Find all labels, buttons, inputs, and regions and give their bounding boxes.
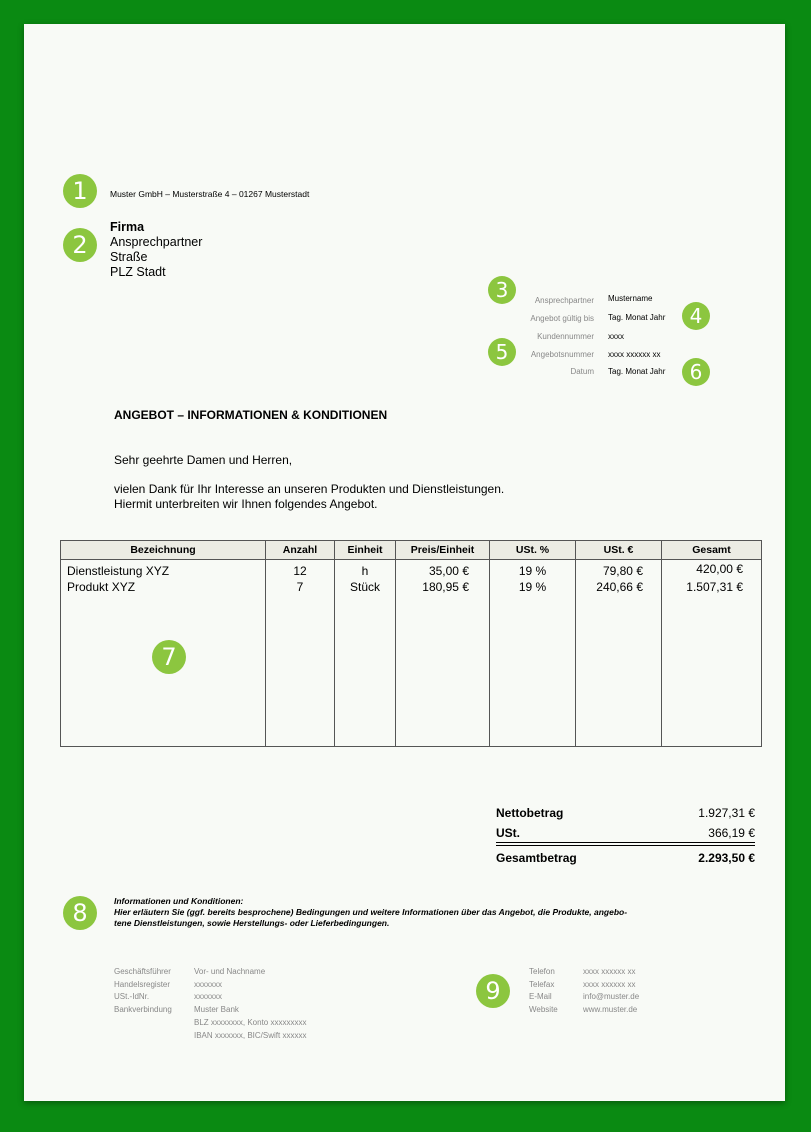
footer-value-vat-id: xxxxxxx — [194, 992, 222, 1002]
meta-label-valid-until: Angebot gültig bis — [530, 314, 594, 323]
marker-8-badge: 8 — [63, 896, 97, 930]
sender-line: Muster GmbH – Musterstraße 4 – 01267 Musterstadt — [110, 189, 310, 199]
document-page — [24, 24, 785, 1101]
totals-divider — [496, 842, 755, 846]
gross-total-label: Gesamtbetrag — [496, 851, 577, 865]
net-total-label: Nettobetrag — [496, 806, 564, 820]
meta-label-contact: Ansprechpartner — [534, 296, 594, 305]
footer-label-phone: Telefon — [529, 967, 555, 976]
marker-6-badge: 6 — [682, 358, 710, 386]
recipient-company: Firma — [110, 220, 145, 234]
cell-total: 420,00 € — [662, 560, 762, 579]
header-unit-price: Preis/Einheit — [396, 541, 490, 560]
footer-label-fax: Telefax — [529, 979, 555, 989]
meta-label-date: Datum — [570, 367, 594, 376]
meta-label-offer-number: Angebotsnummer — [530, 350, 594, 359]
meta-value-contact: Mustername — [608, 294, 653, 303]
totals-block — [496, 806, 755, 870]
cell-vat-percent: 19 % — [490, 560, 576, 579]
meta-value-offer-number: xxxx xxxxxx xx — [608, 350, 661, 359]
info-title: Informationen und Konditionen: — [114, 896, 244, 906]
info-line-2: tene Dienstleistungen, sowie Herstellungs- oder Lieferbedingungen. — [114, 918, 390, 928]
footer-value-iban: IBAN xxxxxxx, BIC/Swift xxxxxx — [194, 1030, 307, 1040]
vat-total-value: 366,19 € — [708, 826, 755, 840]
footer-label-bank: Bankverbindung — [114, 1005, 172, 1015]
cell-unit-price: 35,00 € — [396, 560, 490, 579]
cell-quantity: 7 — [266, 578, 335, 747]
footer-value-phone: xxxx xxxxxx xx — [583, 967, 636, 976]
recipient-contact: Ansprechpartner — [110, 235, 203, 249]
info-line-1: Hier erläutern Sie (ggf. bereits besprochene) Bedingungen und weitere Informationen über das Angebot, die Produkte, angebo- — [114, 907, 628, 917]
footer-contact-values — [583, 966, 639, 1017]
meta-label-customer-number: Kundennummer — [537, 332, 594, 341]
net-total-value: 1.927,31 € — [698, 806, 755, 820]
marker-9-badge: 9 — [476, 974, 510, 1008]
marker-2-badge: 2 — [63, 228, 97, 262]
footer-value-ceo: Vor- und Nachname — [194, 967, 266, 976]
header-vat-amount: USt. € — [576, 541, 662, 560]
cell-total: 1.507,31 € — [662, 578, 762, 747]
gross-total-value: 2.293,50 € — [698, 851, 755, 865]
footer-label-ceo: Geschäftsführer — [114, 967, 171, 976]
meta-value-customer-number: xxxx — [608, 332, 624, 341]
footer-company-labels — [114, 966, 172, 1017]
recipient-address — [110, 220, 202, 280]
footer-contact-labels — [529, 966, 558, 1017]
offer-meta — [424, 294, 594, 384]
cell-unit-price: 180,95 € — [396, 578, 490, 747]
offer-heading: ANGEBOT – INFORMATIONEN & KONDITIONEN — [114, 408, 388, 422]
cell-quantity: 12 — [266, 560, 335, 579]
header-vat-percent: USt. % — [490, 541, 576, 560]
cell-vat-percent: 19 % — [490, 578, 576, 747]
meta-value-valid-until: Tag. Monat Jahr — [608, 313, 666, 322]
cell-unit: Stück — [335, 578, 396, 747]
cell-unit: h — [335, 560, 396, 579]
marker-4-badge: 4 — [682, 302, 710, 330]
marker-1-badge: 1 — [63, 174, 97, 208]
footer-label-website: Website — [529, 1005, 558, 1015]
footer-value-fax: xxxx xxxxxx xx — [583, 979, 636, 989]
footer-company-values — [194, 966, 306, 1042]
salutation: Sehr geehrte Damen und Herren, — [114, 453, 293, 467]
meta-value-date: Tag. Monat Jahr — [608, 367, 666, 376]
table-row — [61, 578, 762, 747]
header-description: Bezeichnung — [61, 541, 266, 560]
cell-vat-amount: 79,80 € — [576, 560, 662, 579]
footer-label-vat-id: USt.-IdNr. — [114, 992, 150, 1002]
header-total: Gesamt — [662, 541, 762, 560]
table-row — [61, 560, 762, 579]
header-unit: Einheit — [335, 541, 396, 560]
offer-meta-values — [608, 294, 728, 384]
footer-value-email: info@muster.de — [583, 992, 640, 1002]
cell-description: Dienstleistung XYZ — [61, 560, 266, 579]
footer-value-website: www.muster.de — [583, 1005, 638, 1015]
items-table — [60, 540, 762, 747]
intro-line-2: Hiermit unterbreiten wir Ihnen folgendes Angebot. — [114, 497, 378, 511]
vat-total-label: USt. — [496, 826, 520, 840]
info-conditions — [114, 896, 714, 929]
marker-5-badge: 5 — [488, 338, 516, 366]
intro-line-1: vielen Dank für Ihr Interesse an unseren Produkten und Dienstleistungen. — [114, 482, 505, 496]
cell-vat-amount: 240,66 € — [576, 578, 662, 747]
footer-label-register: Handelsregister — [114, 979, 171, 989]
cell-description: Produkt XYZ — [61, 578, 266, 747]
recipient-street: Straße — [110, 250, 148, 264]
footer-value-register: xxxxxxx — [194, 979, 222, 989]
footer-label-email: E-Mail — [529, 992, 552, 1002]
footer-value-bank-account: BLZ xxxxxxxx, Konto xxxxxxxxx — [194, 1017, 307, 1027]
footer-value-bank: Muster Bank — [194, 1005, 239, 1015]
table-header-row — [61, 541, 762, 560]
header-quantity: Anzahl — [266, 541, 335, 560]
recipient-city: PLZ Stadt — [110, 265, 166, 279]
marker-3-badge: 3 — [488, 276, 516, 304]
marker-7-badge: 7 — [152, 640, 186, 674]
